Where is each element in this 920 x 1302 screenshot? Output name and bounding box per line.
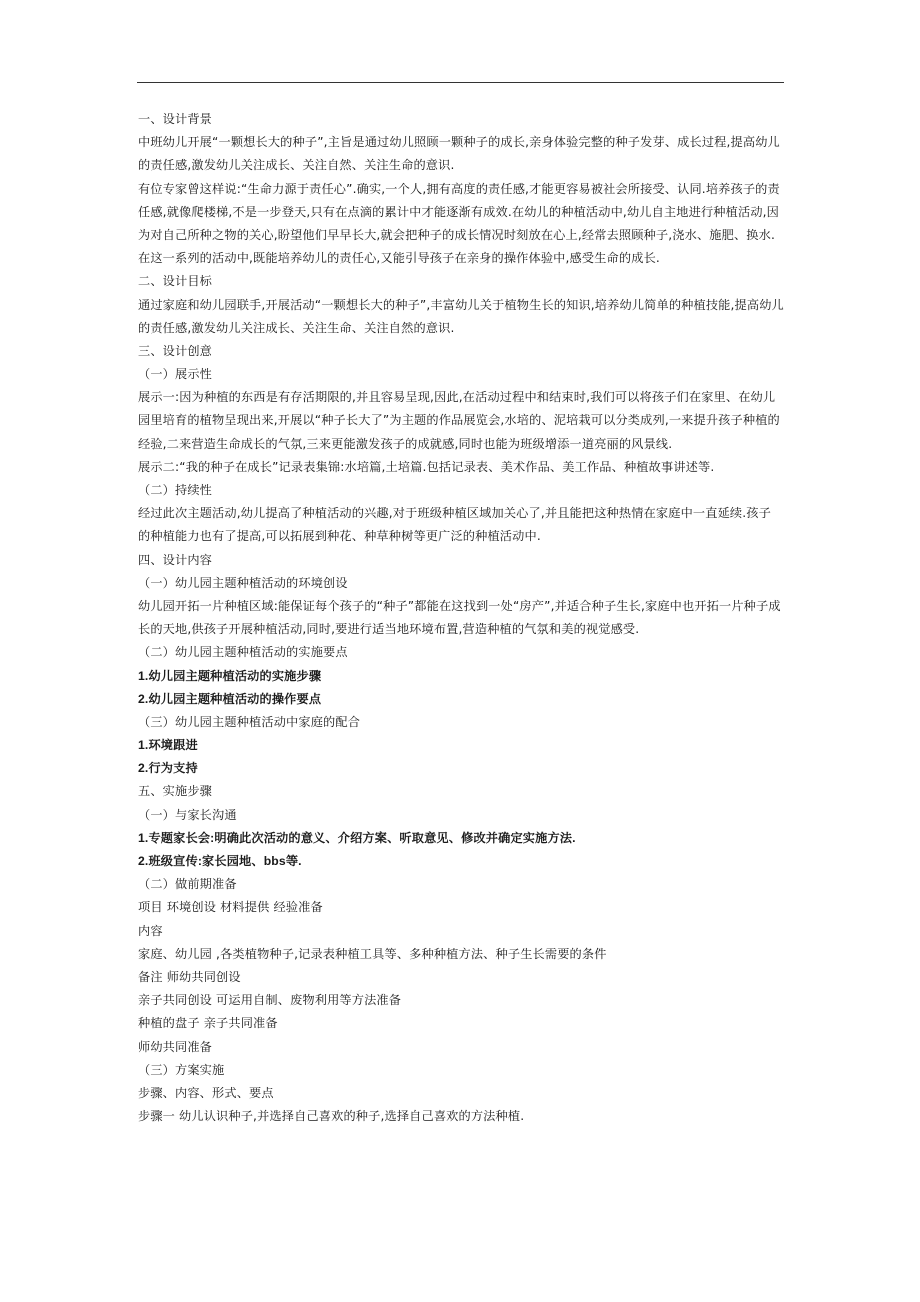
list-item: 2.幼儿园主题种植活动的操作要点 [138, 691, 322, 706]
paragraph-line: 长的天地,供孩子开展种植活动,同时,要进行适当地环境布置,营造种植的气氛和美的视觉感受. [138, 622, 640, 637]
document-body [138, 108, 784, 1128]
heading-design-goals: 二、设计目标 [138, 274, 213, 289]
subheading-continuity: （二）持续性 [138, 483, 213, 497]
subheading-parent-communication: （一）与家长沟通 [138, 807, 237, 822]
table-text-line: 种植的盘子 亲子共同准备 [138, 1016, 278, 1031]
list-item: 2.行为支持 [138, 761, 198, 776]
subheading-environment: （一）幼儿园主题种植活动的环境创设 [138, 575, 348, 590]
paragraph-line: 在这一系列的活动中,既能培养幼儿的责任心,又能引导孩子在亲身的操作体验中,感受生命的成长. [138, 251, 660, 266]
heading-design-background: 一、设计背景 [138, 112, 213, 126]
paragraph-line: 通过家庭和幼儿园联手,开展活动“一颗想长大的种子”,丰富幼儿关于植物生长的知识,培养幼儿简单的种植技能,提高幼儿 [138, 297, 784, 312]
heading-implementation-steps: 五、实施步骤 [138, 784, 213, 799]
paragraph-line: 为对自己所种之物的关心,盼望他们早早长大,就会把种子的成长情况时刻放在心上,经常去照顾种子,浇水、施肥、换水. [138, 227, 775, 242]
list-item: 1.幼儿园主题种植活动的实施步骤 [138, 668, 322, 683]
heading-design-content: 四、设计内容 [138, 552, 213, 567]
paragraph-line: 幼儿园开拓一片种植区域:能保证每个孩子的“种子”都能在这找到一处“房产”,并适合种子生长,家庭中也开拓一片种子成 [138, 598, 781, 613]
table-text-line: 步骤一 幼儿认识种子,并选择自己喜欢的种子,选择自己喜欢的方法种植. [138, 1109, 525, 1124]
table-text-line: 项目 环境创设 材料提供 经验准备 [138, 900, 323, 915]
table-text-line: 师幼共同准备 [138, 1039, 213, 1054]
paragraph-line: 中班幼儿开展“一颗想长大的种子”,主旨是通过幼儿照顾一颗种子的成长,亲身体验完整的种子发芽、成长过程,提高幼儿 [138, 135, 780, 150]
subheading-preparation: （二）做前期准备 [138, 877, 237, 892]
subheading-key-points: （二）幼儿园主题种植活动的实施要点 [138, 645, 348, 660]
paragraph-line: 经过此次主题活动,幼儿提高了种植活动的兴趣,对于班级种植区域加关心了,并且能把这种热情在家庭中一直延续.孩子 [138, 506, 771, 521]
subheading-display: （一）展示性 [138, 367, 213, 382]
table-text-line: 备注 师幼共同创设 [138, 969, 241, 984]
paragraph-line: 园里培育的植物呈现出来,开展以“种子长大了”为主题的作品展览会,水培的、泥培栽可以分类成列,一来提升孩子种植的 [138, 413, 780, 428]
subheading-family-cooperation: （三）幼儿园主题种植活动中家庭的配合 [138, 714, 361, 729]
list-item: 1.专题家长会:明确此次活动的意义、介绍方案、听取意见、修改并确定实施方法. [138, 830, 576, 845]
paragraph-line: 任感,就像爬楼梯,不是一步登天,只有在点滴的累计中才能逐渐有成效.在幼儿的种植活动中,幼儿自主地进行种植活动,因 [138, 204, 780, 219]
list-item: 2.班级宣传:家长园地、bbs等. [138, 854, 302, 868]
paragraph-line: 的种植能力也有了提高,可以拓展到种花、种草种树等更广泛的种植活动中. [138, 529, 541, 544]
paragraph-line: 展示二:“我的种子在成长”记录表集锦:水培篇,土培篇.包括记录表、美术作品、美工作品、种植故事讲述等. [138, 459, 715, 474]
header-rule [137, 82, 784, 83]
paragraph-line: 有位专家曾这样说:“生命力源于责任心”.确实,一个人,拥有高度的责任感,才能更容易被社会所接受、认同.培养孩子的责 [138, 181, 780, 196]
paragraph-line: 展示一:因为种植的东西是有存活期限的,并且容易呈现,因此,在活动过程中和结束时,我们可以将孩子们在家里、在幼儿 [138, 390, 776, 405]
table-text-line: 步骤、内容、形式、要点 [138, 1085, 274, 1100]
paragraph-line: 的责任感,激发幼儿关注成长、关注生命、关注自然的意识. [138, 320, 455, 335]
table-text-line: 亲子共同创设 可运用自制、废物利用等方法准备 [138, 993, 402, 1008]
list-item: 1.环境跟进 [138, 738, 198, 753]
table-text-line: 内容 [138, 923, 163, 938]
paragraph-line: 经验,二来营造生命成长的气氛,三来更能激发孩子的成就感,同时也能为班级增添一道亮丽的风景线. [138, 436, 673, 451]
heading-design-ideas: 三、设计创意 [138, 343, 213, 358]
paragraph-line: 的责任感,激发幼儿关注成长、关注自然、关注生命的意识. [138, 158, 455, 173]
table-text-line: 家庭、幼儿园 ,各类植物种子,记录表种植工具等、多种种植方法、种子生长需要的条件 [138, 946, 607, 961]
subheading-plan-implementation: （三）方案实施 [138, 1062, 225, 1077]
